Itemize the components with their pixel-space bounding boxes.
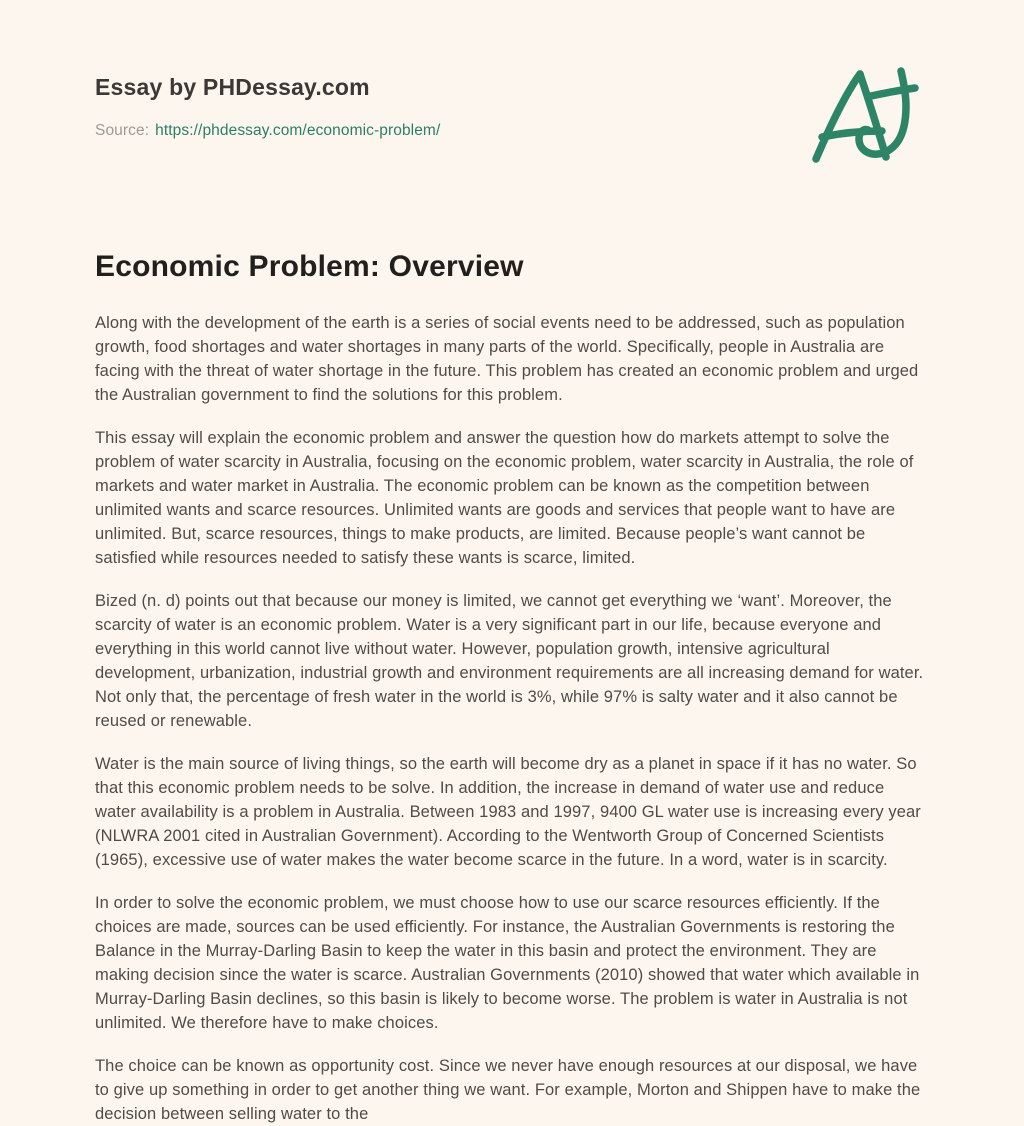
essay-title: Economic Problem: Overview [95,250,524,283]
essay-paragraph-5: In order to solve the economic problem, we must choose how to use our scarce resources efficiently. If the choices are made, sources can be used efficiently. For instance, the Australian Governments is restoring the Balance in the Murray-Darling Basin to keep the water in this basin and protect the environment. They are making decision since the water is scarce. Australian Governments (2010) showed that water which available in Murray-Darling Basin declines, so this basin is likely to become worse. The problem is water in Australia is not unlimited. We therefore have to make choices. [95,894,920,1032]
essay-page [95,0,929,1126]
essay-body [95,250,929,1126]
source-link[interactable]: https://phdessay.com/economic-problem/ [155,122,441,139]
a-plus-logo-icon [809,66,929,166]
essay-paragraph-4: Water is the main source of living things, so the earth will become dry as a planet in space if it has no water. So that this economic problem needs to be solve. In addition, the increase in demand of water use and reduce water availability is a problem in Australia. Between 1983 and 1997, 9400 GL water use is increasing every year (NLWRA 2001 cited in Australian Government). According to the Wentworth Group of Concerned Scientists (1965), excessive use of water makes the water become scarce in the future. In a word, water is in scarcity. [95,755,921,869]
brand-title: Essay by PHDessay.com [95,74,370,100]
header-text-block [95,74,440,140]
essay-paragraph-2: This essay will explain the economic problem and answer the question how do markets attempt to solve the problem of water scarcity in Australia, focusing on the economic problem, water scarcity in Australia, the role of markets and water market in Australia. The economic problem can be known as the competition between unlimited wants and scarce resources. Unlimited wants are goods and services that people want to have are unlimited. But, scarce resources, things to make products, are limited. Because people’s want cannot be satisfied while resources needed to satisfy these wants is scarce, limited. [95,429,914,567]
source-label: Source: [95,122,150,139]
essay-paragraph-1: Along with the development of the earth is a series of social events need to be addressed, such as population growth, food shortages and water shortages in many parts of the world. Specifically, people in Australia are facing with the threat of water shortage in the future. This problem has created an economic problem and urged the Australian government to find the solutions for this problem. [95,314,919,404]
header [95,74,929,166]
essay-paragraph-6: The choice can be known as opportunity cost. Since we never have enough resources at our disposal, we have to give up something in order to get another thing we want. For example, Morton and Shippen have to make the decision between selling water to the [95,1057,921,1123]
essay-paragraph-3: Bized (n. d) points out that because our money is limited, we cannot get everything we ‘want’. Moreover, the scarcity of water is an economic problem. Water is a very significant part in our life, because everyone and everything in this world cannot live without water. However, population growth, intensive agricultural development, urbanization, industrial growth and environment requirements are all increasing demand for water. Not only that, the percentage of fresh water in the world is 3%, while 97% is salty water and it also cannot be reused or renewable. [95,592,924,730]
source-line [95,122,440,140]
